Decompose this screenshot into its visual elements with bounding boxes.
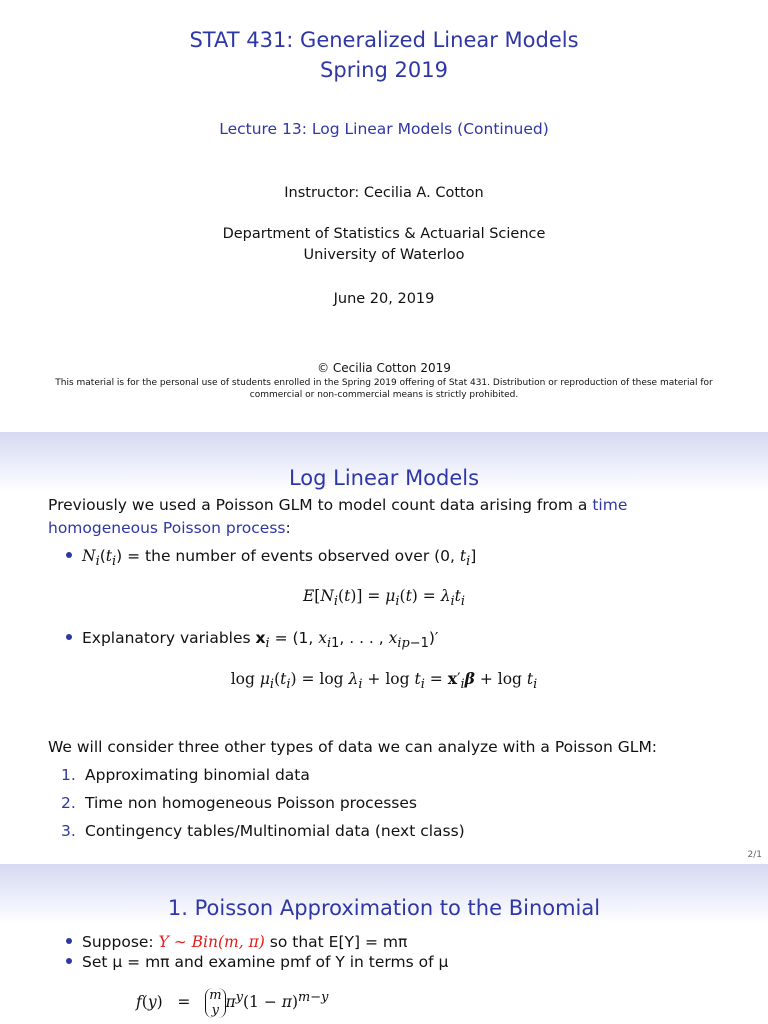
disclaimer-line1: This material is for the personal use of students enrolled in the Spring 2019 offering of Stat 431. Distribution or reproduction of these material for	[55, 378, 713, 388]
list-item: 1. Approximating binomial data	[61, 766, 310, 784]
disclaimer-line2: commercial or non-commercial means is strictly prohibited.	[249, 390, 519, 400]
bullet-set-mu: Set μ = mπ and examine pmf of Y in terms of μ	[66, 951, 448, 973]
department: Department of Statistics & Actuarial Science	[222, 226, 546, 242]
slide-title: Log Linear Models	[288, 466, 480, 490]
instructor: Instructor: Cecilia A. Cotton	[284, 185, 484, 201]
intro-link-time: time	[592, 496, 628, 514]
consider-text: We will consider three other types of data we can analyze with a Poisson GLM:	[48, 738, 658, 756]
bullet-dot	[66, 938, 72, 944]
title-slide	[0, 0, 768, 432]
bullet-dot	[66, 634, 72, 640]
slide-title: 1. Poisson Approximation to the Binomial	[167, 896, 601, 920]
course-title-line1: STAT 431: Generalized Linear Models	[189, 28, 579, 52]
date: June 20, 2019	[333, 291, 435, 307]
list-item: 2. Time non homogeneous Poisson processes	[61, 794, 417, 812]
course-title	[0, 25, 768, 85]
lecture-title: Lecture 13: Log Linear Models (Continued)	[219, 120, 549, 138]
copyright: © Cecilia Cotton 2019	[317, 361, 451, 375]
bullet-dot	[66, 958, 72, 964]
equation-log-mu: $\log \mu_i(t_i) = \log \lambda_i + \log t_i = x'_i\beta + \log t_i$	[230, 669, 538, 693]
intro-paragraph: Previously we used a Poisson GLM to model count data arising from a time homogeneous Poisson process:	[48, 496, 628, 537]
equation-pmf: f(y) = m y $\pi^y(1 - \pi)^{m-y}$	[136, 988, 329, 1019]
course-title-line2: Spring 2019	[320, 58, 448, 82]
bullet-dot	[66, 552, 72, 558]
bullet-explanatory: Explanatory variables $x_i = (1$, $x_{i1}$, . . . , $x_{ip-1})'$	[66, 627, 438, 655]
university: University of Waterloo	[303, 247, 465, 263]
binomial-coefficient: m y	[205, 988, 225, 1018]
equation-expectation: $E[N_i(t)] = \mu_i(t) = \lambda_it_i$	[302, 587, 466, 610]
binomial-definition: Y ∼ Bin(m, π)	[158, 933, 265, 951]
slide-poisson-approximation	[0, 864, 768, 1024]
slide-log-linear-models	[0, 432, 768, 864]
bullet-ni: $N_i(t_i)$ = the number of events observed over (0, $t_i$]	[66, 545, 476, 573]
intro-link-poisson-process: homogeneous Poisson process	[48, 519, 286, 537]
page-number: 2/1	[747, 850, 762, 860]
bullet-suppose: Suppose: Y ∼ Bin(m, π) so that E[Y] = mπ	[66, 931, 407, 953]
list-item: 3. Contingency tables/Multinomial data (next class)	[61, 822, 465, 840]
